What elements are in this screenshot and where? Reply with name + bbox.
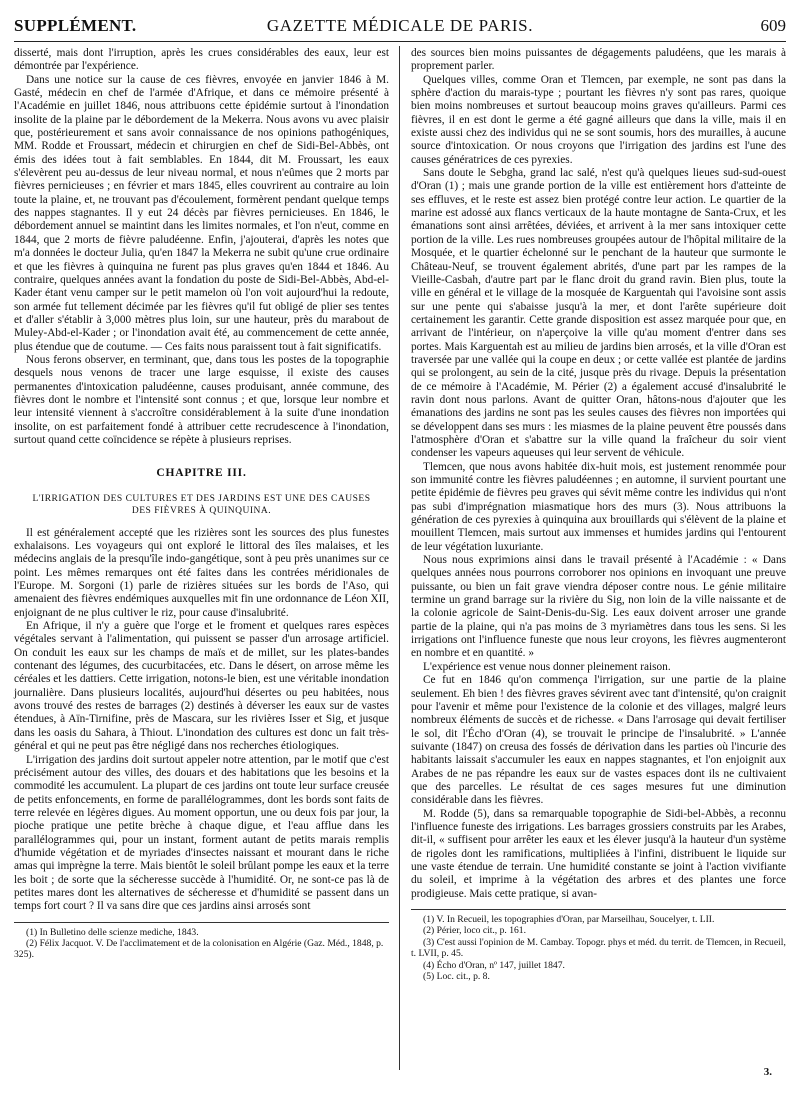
paragraph: Nous ferons observer, en terminant, que, dans tous les postes de la topographie desquels nous venons de tracer une large esquisse, il existe des causes permanentes d'intoxication paludéenne, causes produisant, année commune, des fièvres dont le nombre et l'intensité sont connus ; et que, lorsque leur nombre et leur intensité viennent à s'accroître considérablement à la suite d'une inondation insolite, on est parfaitement fondé à attribuer cette recrudescence à l'inondation, surtout quand cette coïncidence se répète à plusieurs reprises. [14, 353, 389, 446]
page-header [14, 14, 786, 38]
footnote: (5) Loc. cit., p. 8. [423, 971, 490, 983]
paragraph: Dans une notice sur la cause de ces fièvres, envoyée en janvier 1846 à M. Gasté, médecin en chef de l'armée d'Afrique, et dans ce mémoire présenté à l'Académie en juillet 1846, nous attribuons cette épidémie surtout à l'inondation insolite de la plaine par le débordement de la Mekerra. Nous avons vu avec plaisir que, postérieurement et sans avoir connaissance de nos opinions pathogéniques, MM. Rodde et Froussart, médecin et chirurgien en chef de Sidi-Bel-Abbès, ont émis des idées tout à fait semblables. En 1844, dit M. Froussart, les eaux s'élevèrent peu au-dessus de leur niveau normal, et nous n'eûmes que 2 morts par fièvres pernicieuses ; en février et mars 1845, elles couvrirent au contraire au loin toute la plaine, et, ne trouvant pas d'écoulement, formèrent pendant quelque temps des nappes stagnantes. Il y eut 24 décès par fièvres pernicieuses. En 1846, le débordement annuel se maintint dans les limites normales, et l'on n'eut, comme en 1844, que 2 morts de fièvre paludéenne. Enfin, j'ajouterai, d'après les notes que m'a données le docteur Julia, qu'en 1847 la Mekerra ne subit qu'une crue ordinaire et que les fièvres à quinquina ne furent pas plus graves qu'en 1844 et 1846. Au contraire, quelques années avant la fondation du poste de Sidi-Bel-Abbès, Abd-el-Kader étant venu camper sur le petit mamelon où l'on voit aujourd'hui la redoute, son armée fut tellement décimée par les fièvres qu'il fut obligé de plier ses tentes et d'aller s'établir à 3,000 mètres plus loin, sur une hauteur, près du marabout de Muley-Abd-el-Kader ; or l'inondation avait été, au commencement de cette année, plus étendue que de coutume. — Ces faits nous paraissent tout à fait significatifs. [14, 73, 389, 353]
footnote-rule [14, 922, 389, 923]
footnote: (1) In Bulletino delle scienze mediche, 1843. [26, 926, 199, 938]
footnote: (2) Périer, loco cit., p. 161. [423, 925, 526, 937]
paragraph: Sans doute le Sebgha, grand lac salé, n'est qu'à quelques lieues sud-sud-ouest d'Oran (1) ; mais une grande portion de la ville est entièrement hors d'atteinte de ses effluves, et le reste est assez bien protégé contre leur action. Le quartier de la marine est adossé aux flancs verticaux de la haute montagne de Santa-Crux, et les émanations sont ainsi arrêtées, déviées, et arrivent à la mer sans intoxiquer cette portion de la ville. Les rues nombreuses groupées autour de l'hôpital militaire de la Mosquée, et le quartier échelonné sur le penchant de la hauteur que surmonte le Château-Neuf, se trouvent également abrités, d'une part par les rampes de la Vieille-Casbah, d'autre part par le flanc droit du grand ravin. Bien plus, toute la ville en général et le village de la mosquée de Karguentah qui l'avoisine sont assis sur une pente qui s'abaisse jusqu'à la mer, et dont l'arête supérieure doit certainement les garantir. Cette grande disposition est assez marquée pour que, en arrivant de l'intérieur, on n'aperçoive la ville qu'au moment d'entrer dans ses portes. Mais Karguentah est au milieu de jardins bien arrosés, et la ville d'Oran est traversée par une vallée qui la coupe en deux ; or cette vallée est plantée de jardins qui se prolongent, au sein de la cité, jusque près du rivage. Depuis la présentation de ce mémoire à l'Académie, M. Périer (2) a également accusé d'insalubrité le ravin dont nous parlons. Avant de quitter Oran, hâtons-nous d'ajouter que les émanations des jardins ne sont pas les seules causes des fièvres non importées qui se développent dans ses murs : les miasmes de la plaine peuvent être poussés dans l'atmosphère d'Oran et s'abattre sur la ville quand la fraîcheur du soir vient condenser les vapeurs aqueuses qui leur servent de véhicule. [411, 167, 786, 460]
paragraph: M. Rodde (5), dans sa remarquable topographie de Sidi-bel-Abbès, a reconnu l'influence funeste des irrigations. Les barrages grossiers construits par les Arabes, dit-il, « suffisent pour arrêter les eaux et les élever jusqu'à la hauteur d'un système de rigoles dont les ramifications, multipliées à l'infini, distribuent le liquide sur une vaste étendue de terrain. Une humidité constante se joint à l'action vivifiante du soleil, et imprime à la végétation des arbres et des plantes une force prodigieuse. Mais cette pratique, si avan- [411, 807, 786, 900]
paragraph: disserté, mais dont l'irruption, après les crues considérables des eaux, leur est démontrée par l'expérience. [14, 47, 389, 73]
footnote: (1) V. In Recueil, les topographies d'Oran, par Marseilhau, Soucelyer, t. LII. [423, 914, 715, 925]
paragraph: des sources bien moins puissantes de dégagements paludéens, que les marais à proprement parler. [411, 47, 786, 73]
paragraph: L'irrigation des jardins doit surtout appeler notre attention, par le motif que c'est précisément autour des villes, des douars et des habitations que les besoins et la commodité les accumulent. La plupart de ces jardins ont toute leur surface creusée de petits enfoncements, en forme de parallélogrammes, dont les bords sont faits de terre relevée en légères digues. Au moment opportun, une ou deux fois par jour, la pioche pratique une petite brèche à chaque digue, et l'eau afflue dans les parallélogrammes qui, pour un instant, forment autant de petits marais remplis d'humide végétation et de myriades d'insectes naissant et mourant dans le riche amas qui imprègne la terre. Mais bientôt le soleil brûlant pompe les eaux et la terre les boit ; de sorte que la sécheresse succède à l'humidité. Or, ne sont-ce pas là de petites mares dont les alternatives de sécheresse et d'humidité se passent dans un temps fort court ? Il va sans dire que ces jardins ainsi arrosés sont [14, 753, 389, 913]
column-divider [399, 46, 400, 1070]
page-number: 609 [760, 16, 786, 35]
journal-title: GAZETTE MÉDICALE DE PARIS. [266, 16, 534, 35]
chapter-title: CHAPITRE III. [156, 467, 247, 480]
chapter-subtitle: L'IRRIGATION DES CULTURES ET DES JARDINS EST UNE DES CAUSES DES FIÈVRES À QUINQUINA. [32, 493, 371, 516]
signature-mark: 3. [763, 1066, 772, 1078]
footnote: (4) Écho d'Oran, nº 147, juillet 1847. [423, 959, 565, 971]
footnote: (3) C'est aussi l'opinion de M. Cambay. Topogr. phys et méd. du territ. de Tlemcen, in Recueil, t. LVII, p. 45. [411, 936, 786, 960]
footnote-rule [411, 909, 786, 910]
footnote: (2) Félix Jacquot. V. De l'acclimatement et de la colonisation en Algérie (Gaz. Méd., 1848, p. 325). [14, 938, 384, 961]
left-column [14, 47, 389, 961]
paragraph: Ce fut en 1846 qu'on commença l'irrigation, sur une partie de la plaine seulement. Eh bien ! des fièvres graves sévirent avec tant d'intensité, qu'on craignit pour l'avenir et même pour l'existence de la colonie et des villages, malgré leurs nombreux éléments de succès et de richesse. « Dans l'arrosage qui devait fertiliser le sol, dit l'Écho d'Oran (4), se trouvait le principe de l'insalubrité. » L'année suivante (1847) on creusa des fossés de dérivation dans les parties où l'incurie des habitants laissait s'accumuler les eaux en nappes stagnantes, et l'on enjoignit aux Arabes de ne pas répandre les eaux sur de vastes espaces dont ils ne cultivaient que des parcelles. Le résultat de ces sages mesures fut une diminution considérable dans les fièvres. [411, 674, 786, 807]
paragraph: Tlemcen, que nous avons habitée dix-huit mois, est justement renommée pour son immunité contre les fièvres paludéennes ; en automne, il survient pourtant une petite épidémie de fièvres peu graves qui sévit même contre les individus qui n'ont pas subi d'imprégnation miasmatique hors des murs (3). Nous attribuons la génération de ces pyrexies à quinquina aux brouillards qui s'élèvent de la plaine et mouillent Tlemcen, mais surtout aux immenses et humides jardins qui l'entourent de leur végétation luxuriante. [411, 460, 786, 553]
header-rule [14, 41, 786, 42]
paragraph: En Afrique, il n'y a guère que l'orge et le froment et quelques rares espèces végétales servant à l'alimentation, qui puissent se passer d'un arrosage artificiel. On conduit les eaux sur les champs de maïs et de millet, sur les plates-bandes contenant des légumes, des cucurbitacées, etc. Dans le désert, on arrose même les céréales et les dattiers. Cette irrigation, notons-le bien, est une véritable inondation journalière. Dans plusieurs localités, aujourd'hui désertes ou peu habitées, nous avons trouvé des restes de barrages (2) destinés à déverser les eaux sur de vastes étendues, à Aïn-Tirnifine, près de Mascara, sur les rivières Isser et Sig, et jusque dans les oasis du Sahara, à Thiout. L'inondation des cultures est donc un fait très-général et qui ne peut pas être négligé dans nos recherches étiologiques. [14, 620, 389, 753]
paragraph: Quelques villes, comme Oran et Tlemcen, par exemple, ne sont pas dans la sphère d'action du marais-type ; pourtant les fièvres n'y sont pas rares, quoique bien moins nombreuses et surtout beaucoup moins graves qu'ailleurs. Parmi ces fièvres, il en est dont le germe a été gagné ailleurs que dans la ville, mais il en existe aussi chez des individus qui ne se sont soumis, hors des murailles, à aucune source d'intoxication. Or nous croyons que l'irrigation des jardins est l'une des causes génératrices de ces pyrexies. [411, 73, 786, 166]
paragraph: Il est généralement accepté que les rizières sont les sources des plus funestes exhalaisons. Les voyageurs qui ont exploré le littoral des îles malaises, et les médecins anglais de la presqu'île indo-gangétique, sont à peu près unanimes sur ce point. Les mêmes remarques ont été faites dans les contrées méridionales de l'Europe. M. Sorgoni (1) parle de rizières situées sur les bords de l'Aso, qui amenaient des fièvres endémiques auxquelles mit fin une ordonnance de Léon XII, enjoignant de ne plus cultiver le riz, pour cause d'insalubrité. [14, 526, 389, 619]
paragraph: L'expérience est venue nous donner pleinement raison. [423, 660, 671, 673]
paragraph: Nous nous exprimions ainsi dans le travail présenté à l'Académie : « Dans quelques années nous pourrons corroborer nos opinions en invoquant une preuve puissante, ou bien un fait grave viendra déposer contre nous. Le génie militaire termine un grand barrage sur la rivière du Sig, non loin de la ville naissante et de la colonie agricole de Saint-Denis-du-Sig. Les eaux doivent arroser une grande partie de la plaine, qui n'a pas moins de 3 myriamètres dans tous les sens. Si les irrigations ont l'influence funeste que nous leur croyons, les fièvres augmenteront en nombre et en quantité. » [411, 554, 786, 660]
supplement-label: SUPPLÉMENT. [14, 16, 137, 35]
right-column [411, 47, 786, 982]
